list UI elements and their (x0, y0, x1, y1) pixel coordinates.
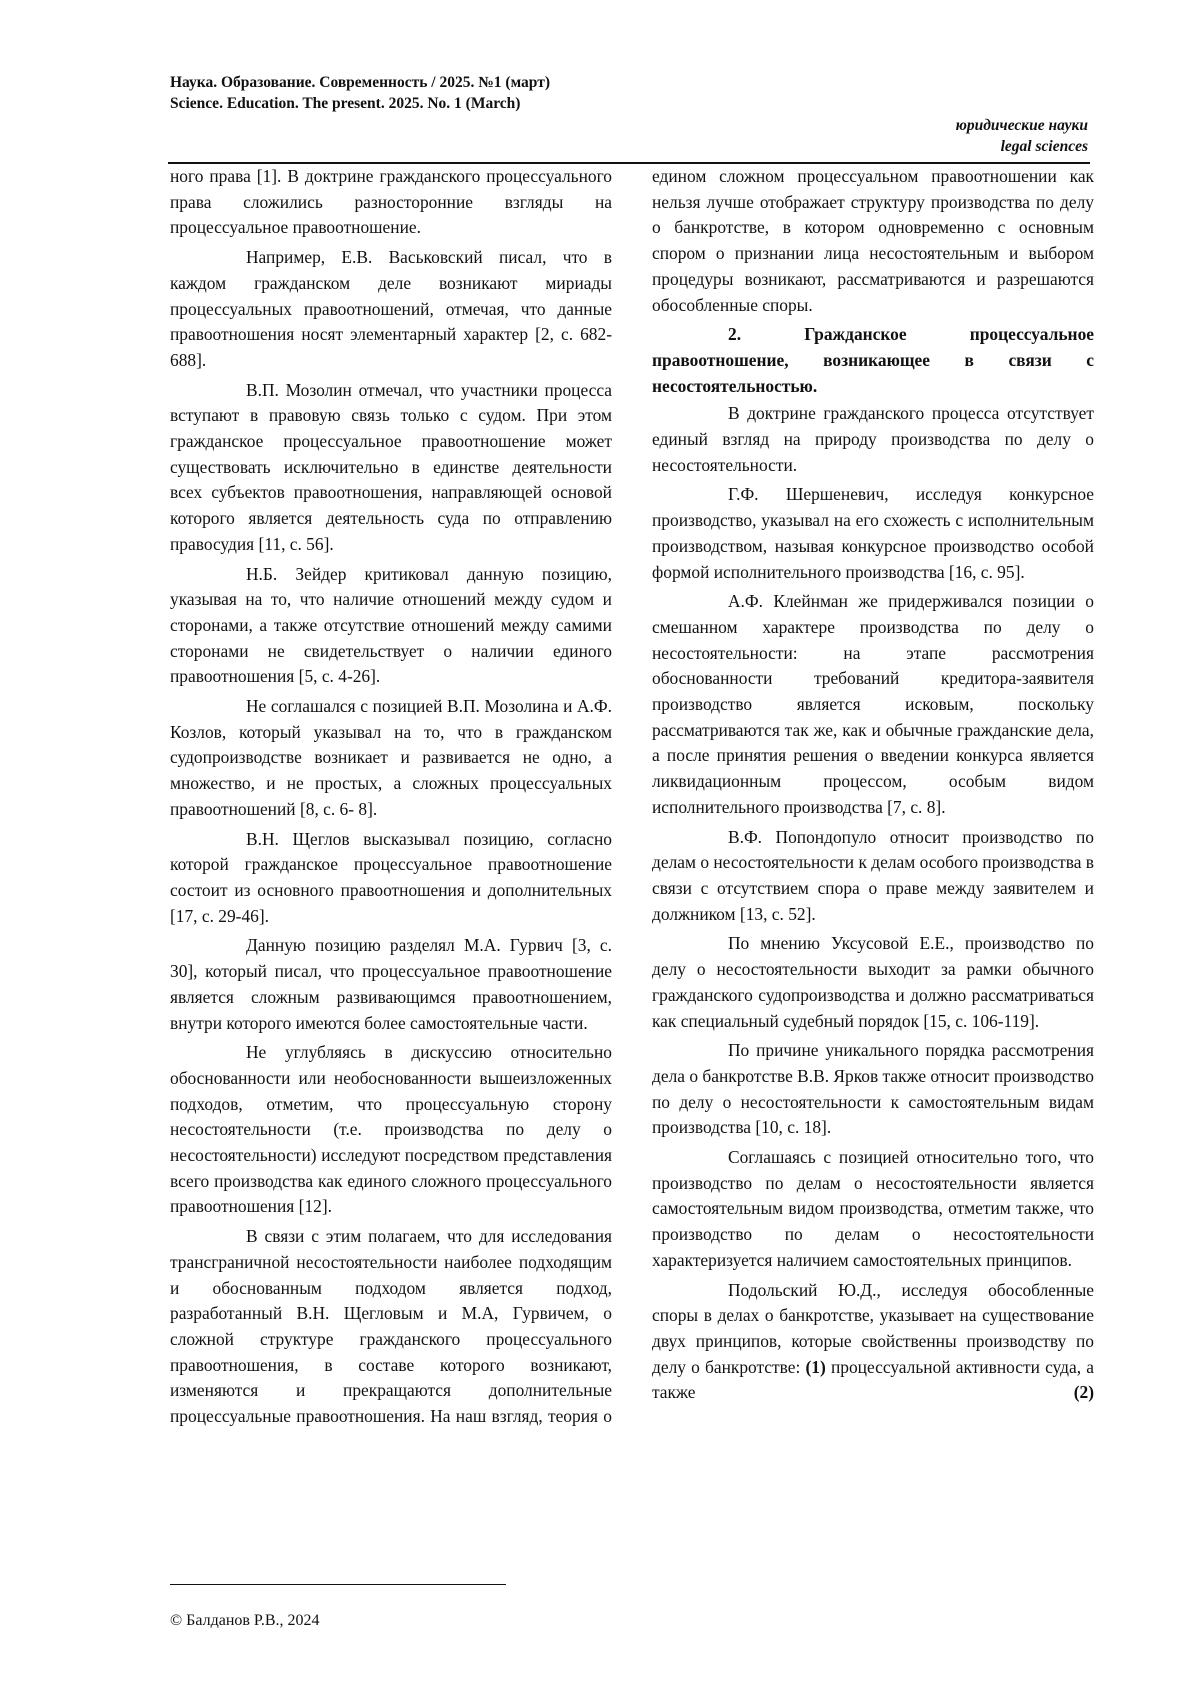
paragraph-text: процессуальной активности суда, а также (652, 1356, 1094, 1403)
paragraph: В.Н. Щеглов высказывал позицию, согласно которой гражданское процессуальное правоотношение состоит из основного правоотношения и дополнительных [17, с. 29-46]. (170, 828, 612, 926)
journal-title-en: Science. Education. The present. 2025. No. 1 (March) (170, 95, 521, 112)
left-column (170, 164, 612, 1434)
copyright-note: © Балданов Р.В., 2024 (170, 1612, 320, 1629)
paragraph: По причине уникального порядка рассмотрения дела о банкротстве В.В. Ярков также относит производство по делу о несостоятельности к самостоятельным видам производства [10, с. 18]. (652, 1040, 1094, 1138)
list-marker: (1) (805, 1356, 826, 1377)
paragraph: едином сложном процессуальном правоотношении как нельзя лучше отображает структуру производства по делу о банкротстве, в котором одновременно с основным спором о признании лица несостоятельным и выбором процедуры возникают, рассматриваются и разрешаются обособленные споры. (652, 166, 1094, 315)
paragraph: ного права [1]. В доктрине гражданского процессуального права сложились разносторонние взгляды на процессуальное правоотношение. (170, 166, 612, 238)
right-column (652, 164, 1094, 1410)
paragraph-text: Подольский Ю.Д., исследуя обособленные споры в делах о банкротстве, указывает на существование двух принципов, которые свойственны производству по делу о банкротстве: (652, 1279, 1094, 1377)
paragraph: А.Ф. Клейнман же придерживался позиции о смешанном характере производства по делу о несостоятельности: на этапе рассмотрения обоснованности требований кредитора-заявителя производство является исковым, поскольку рассматриваются так же, как и обычные гражданские дела, а после принятия решения о введении конкурса является ликвидационным процессом, особым видом исполнительного производства [7, с. 8]. (652, 591, 1094, 817)
paragraph: Данную позицию разделял М.А. Гурвич [3, с. 30], который писал, что процессуальное правоотношение является сложным развивающимся правоотношением, внутри которого имеются более самостоятельные части. (170, 935, 612, 1033)
section-label-ru: юридические науки (955, 117, 1088, 134)
paragraph: В.Ф. Попондопуло относит производство по делам о несостоятельности к делам особого производства в связи с отсутствием спора о праве между заявителем и должником [13, с. 52]. (652, 826, 1094, 924)
paragraph: В доктрине гражданского процесса отсутствует единый взгляд на природу производства по делу о несостоятельности. (652, 403, 1094, 475)
section-label-en: legal sciences (1000, 138, 1088, 155)
paragraph: Соглашаясь с позицией относительно того, что производство по делам о несостоятельности является самостоятельным видом производства, отметим также, что производство по делам о несостоятельности характеризуется наличием самостоятельных принципов. (652, 1147, 1094, 1270)
paragraph: Г.Ф. Шершеневич, исследуя конкурсное производство, указывал на его схожесть с исполнительным производством, называя конкурсное производство особой формой исполнительного производства [16, с. 95]. (652, 484, 1094, 582)
section-heading: 2. Гражданское процессуальное правоотношение, возникающее в связи с несостоятельностью. (652, 324, 1094, 396)
paragraph: В.П. Мозолин отмечал, что участники процесса вступают в правовую связь только с судом. При этом гражданское процессуальное правоотношение может существовать исключительно в единстве деятельности всех субъектов правоотношения, направляющей основой которого является деятельность суда по отправлению правосудия [11, с. 56]. (170, 379, 612, 554)
section-label (956, 115, 1088, 157)
paragraph: В связи с этим полагаем, что для исследования трансграничной несостоятельности наиболее подходящим и обоснованным подходом является подход, разработанный В.Н. Щегловым и М.А, Гурвичем, о сложной структуре гражданского процессуального правоотношения, в составе которого возникают, изменяются и прекращаются дополнительные процессуальные правоотношения. На наш взгляд, теория о (170, 1226, 612, 1427)
list-marker: (2) (1073, 1382, 1094, 1403)
paragraph: Не соглашался с позицией В.П. Мозолина и А.Ф. Козлов, который указывал на то, что в гражданском судопроизводстве возникает и развивается не одно, а множество, и не простых, а сложных процессуальных правоотношений [8, с. 6- 8]. (170, 696, 612, 819)
journal-header (170, 72, 550, 114)
paragraph: Не углубляясь в дискуссию относительно обоснованности или необоснованности вышеизложенных подходов, отметим, что процессуальную сторону несостоятельности (т.е. производства по делу о несостоятельности) исследуют посредством представления всего производства как единого сложного процессуального правоотношения [12]. (170, 1042, 612, 1217)
paragraph: Н.Б. Зейдер критиковал данную позицию, указывая на то, что наличие отношений между судом и сторонами, а также отсутствие отношений между самими сторонами не свидетельствует о наличии единого правоотношения [5, с. 4-26]. (170, 563, 612, 687)
journal-title-ru: Наука. Образование. Современность / 2025. №1 (март) (170, 74, 550, 91)
paragraph (652, 1278, 1094, 1407)
paragraph: Например, Е.В. Васьковский писал, что в каждом гражданском деле возникают мириады процессуальных правоотношений, отмечая, что данные правоотношения носят элементарный характер [2, с. 682-688]. (170, 247, 612, 370)
paragraph: По мнению Уксусовой Е.Е., производство по делу о несостоятельности выходит за рамки обычного гражданского судопроизводства и должно рассматриваться как специальный судебный порядок [15, с. 106-119]. (652, 933, 1094, 1031)
footnote-rule (170, 1584, 506, 1585)
